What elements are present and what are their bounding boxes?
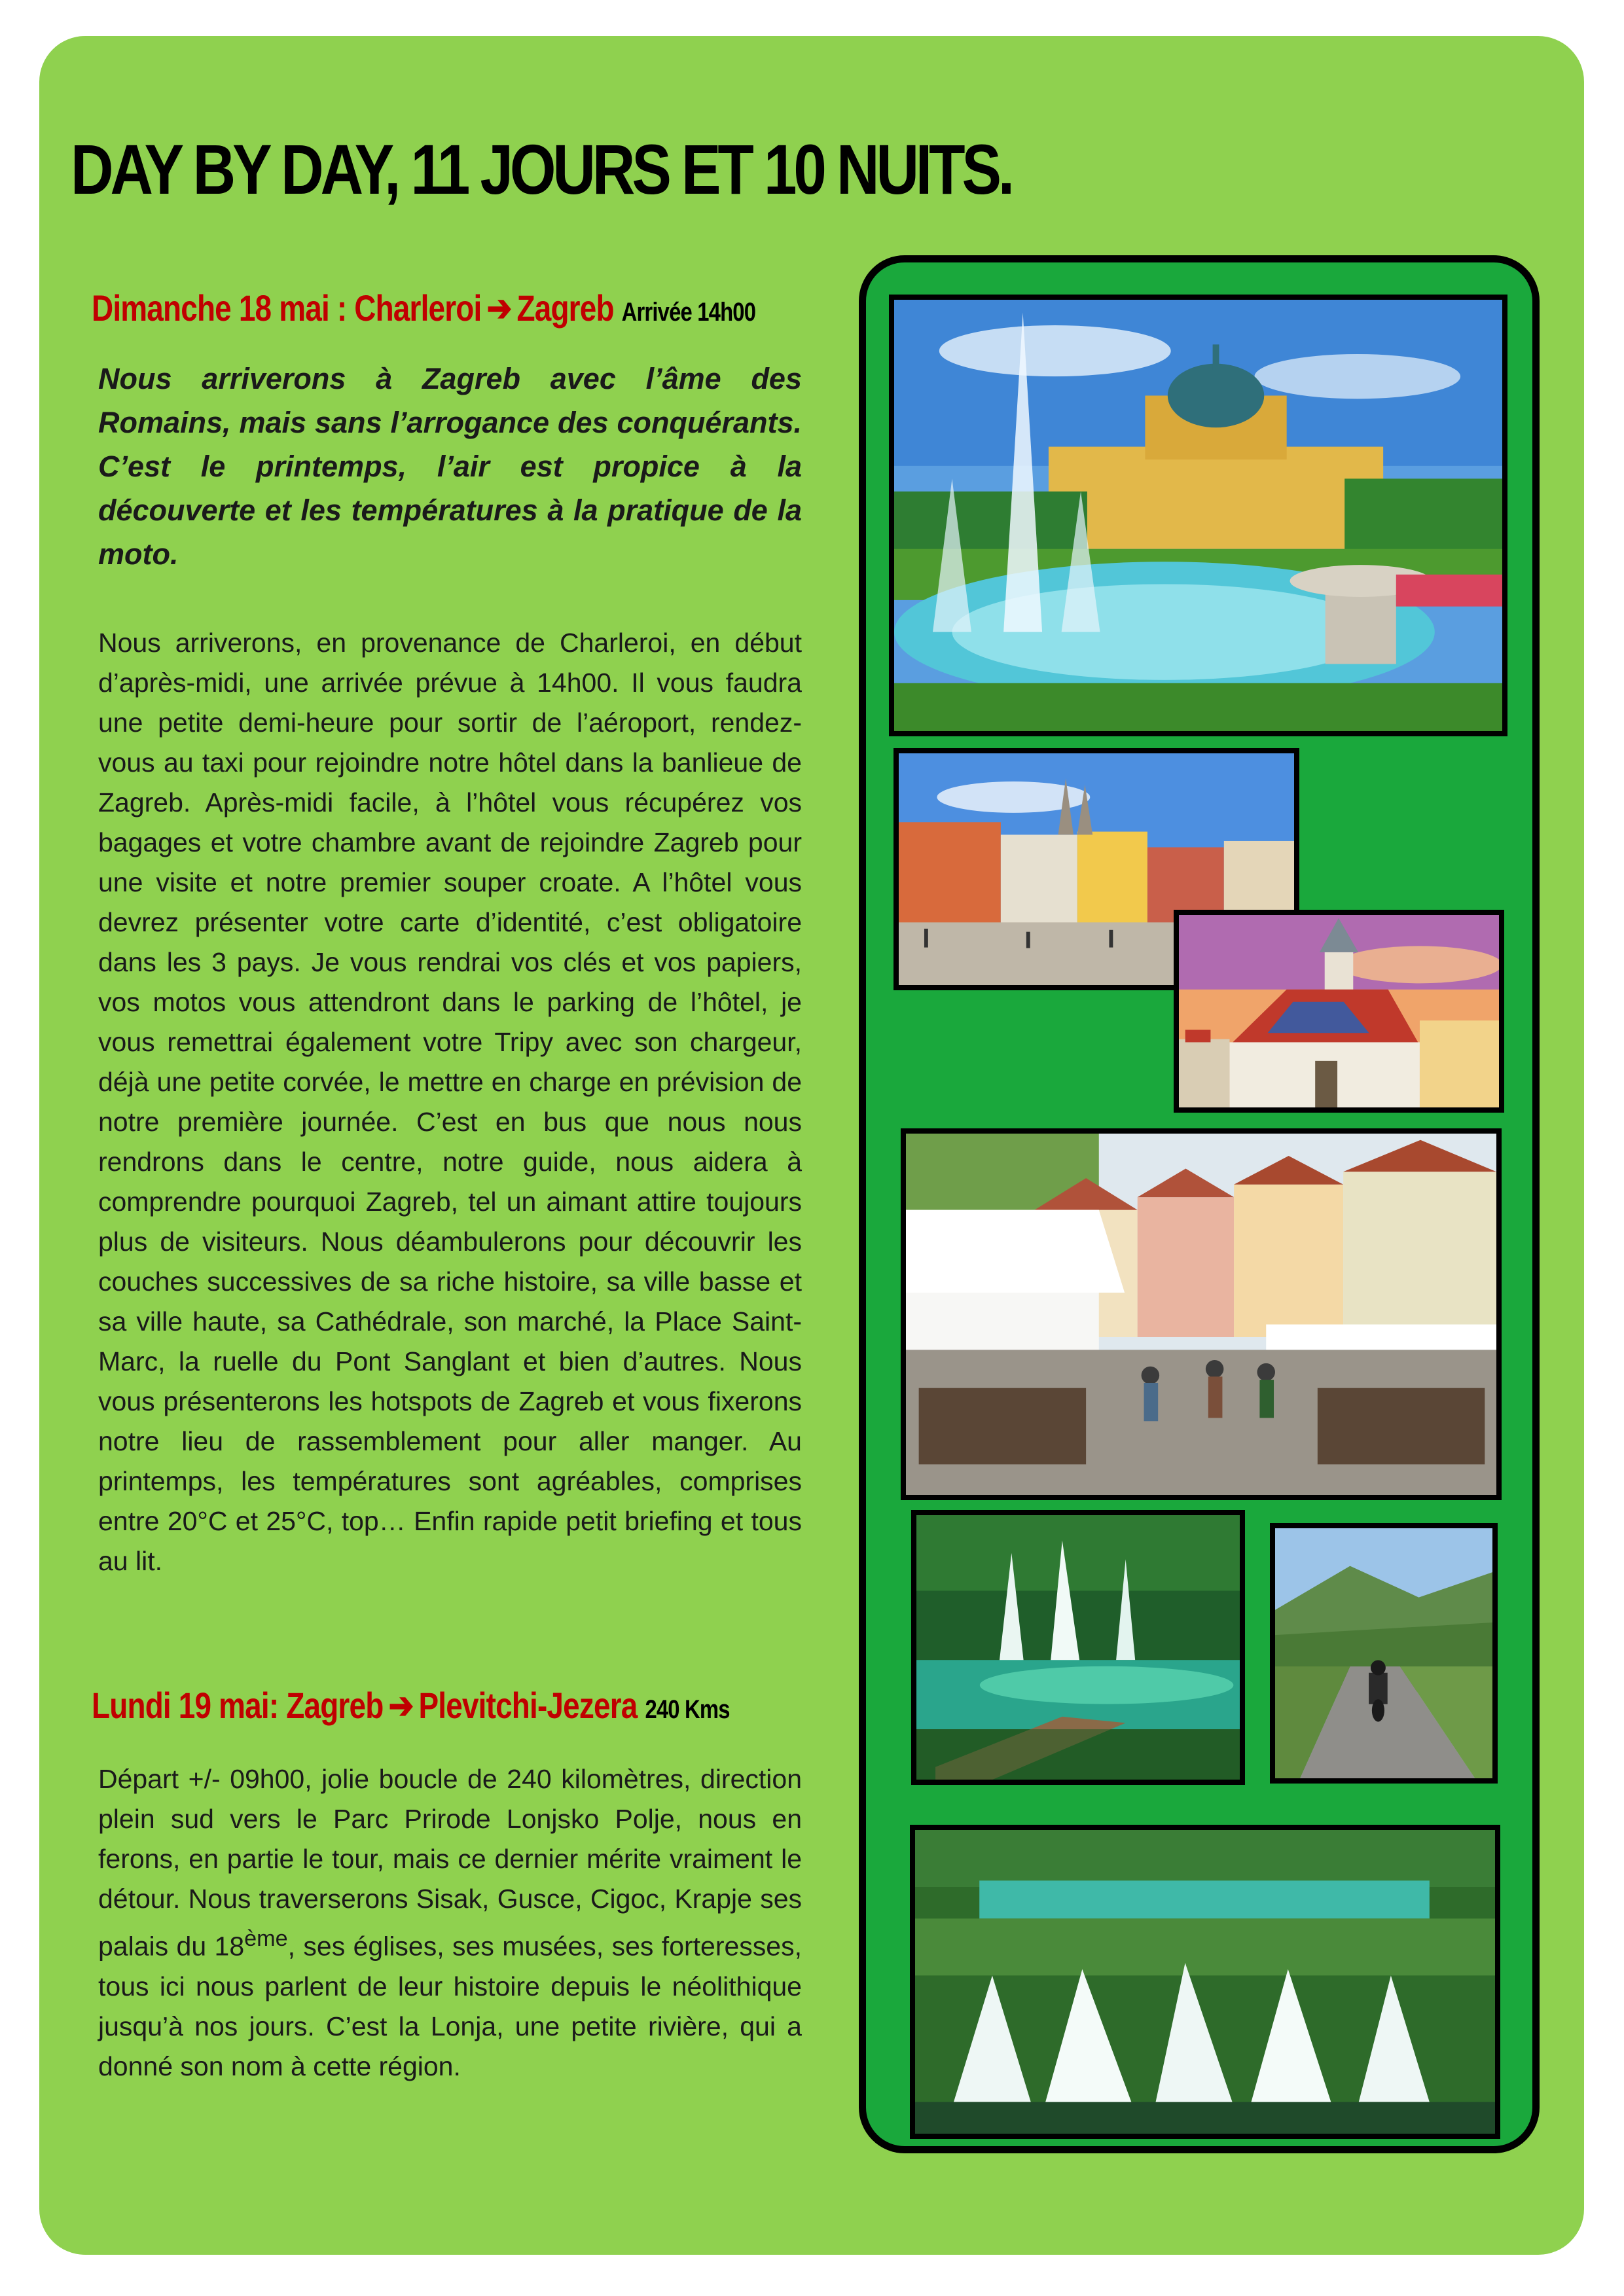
photo-st-marks-church [1174, 910, 1504, 1113]
day-2-body-part1: Départ +/- 09h00, jolie boucle de 240 kilomètres, direction plein sud vers le Parc Prirode Lonjsko Polje, nous en ferons, en partie le tour, mais ce dernier mérite vraiment le détour. Nous traverserons Sisak, Gusce, Cigoc, Krapje ses palais du 18 [98, 1764, 802, 1962]
day-2-body-sup: ème [244, 1926, 288, 1951]
day-2-date-from: Lundi 19 mai: Zagreb [92, 1685, 384, 1726]
day-2-distance: 240 Kms [645, 1695, 730, 1724]
day-2-destination: Plevitchi-Jezera [418, 1685, 638, 1726]
day-1-destination: Zagreb [516, 287, 614, 329]
day-2-body-part2: , ses églises, ses musées, ses forteresses, tous ici nous parlent de leur histoire depuis le néolithique jusqu’à nos jours. C’est la Lonja, une petite rivière, qui a donné son nom à cette région. [98, 1931, 802, 2081]
day-1-arrival: Arrivée 14h00 [621, 298, 756, 327]
photo-zagreb-art-pavilion [889, 295, 1507, 736]
arrow-right-icon: ➔ [486, 287, 512, 329]
photo-tkalciceva-street [901, 1128, 1502, 1500]
day-1-lead: Nous arriverons à Zagreb avec l’âme des Romains, mais sans l’arrogance des conquérants. C’est le printemps, l’air est propice à la découverte et les températures à la pratique de la moto. [98, 362, 802, 571]
day-heading-1 [92, 287, 755, 330]
photo-waterfalls-panorama [910, 1825, 1500, 2139]
photo-plitvice-boardwalk [911, 1510, 1245, 1785]
photo-motorcycle-road [1270, 1523, 1498, 1784]
day-2-body [98, 1759, 802, 2087]
page-title: DAY BY DAY, 11 JOURS ET 10 NUITS. [71, 130, 1012, 209]
day-1-date-from: Dimanche 18 mai : Charleroi [92, 287, 482, 329]
arrow-right-icon: ➔ [388, 1685, 414, 1726]
day-1-body: Nous arriverons, en provenance de Charleroi, en début d’après-midi, une arrivée prévue à 14h00. Il vous faudra une petite demi-heure pour sortir de l’aéroport, rendez-vous au taxi pour rejoindre notre hôtel dans la banlieue de Zagreb. Après-midi facile, à l’hôtel vous récupérez vos bagages et votre chambre avant de rejoindre Zagreb pour une visite et notre premier souper croate. A l’hôtel vous devrez présenter votre carte d’identité, c’est obligatoire dans les 3 pays. Je vous rendrai vos clés et vos papiers, vos motos vous attendront dans le parking de l’hôtel, je vous remettrai également votre Tripy avec son chargeur, déjà une petite corvée, le mettre en charge en prévision de notre première journée. C’est en bus que nous nous rendrons dans le centre, notre guide, nous aidera à comprendre pourquoi Zagreb, tel un aimant attire toujours plus de visiteurs. Nous déambulerons pour découvrir les couches successives de sa riche histoire, sa ville basse et sa ville haute, sa Cathédrale, son marché, la Place Saint-Marc, la ruelle du Pont Sanglant et bien d’autres. Nous vous présenterons les hotspots de Zagreb et vous fixerons notre lieu de rassemblement pour aller manger. Au printemps, les températures sont agréables, comprises entre 20°C et 25°C, top… Enfin rapide petit briefing et tous au lit. [98, 628, 802, 1576]
day-heading-2 [92, 1684, 730, 1727]
